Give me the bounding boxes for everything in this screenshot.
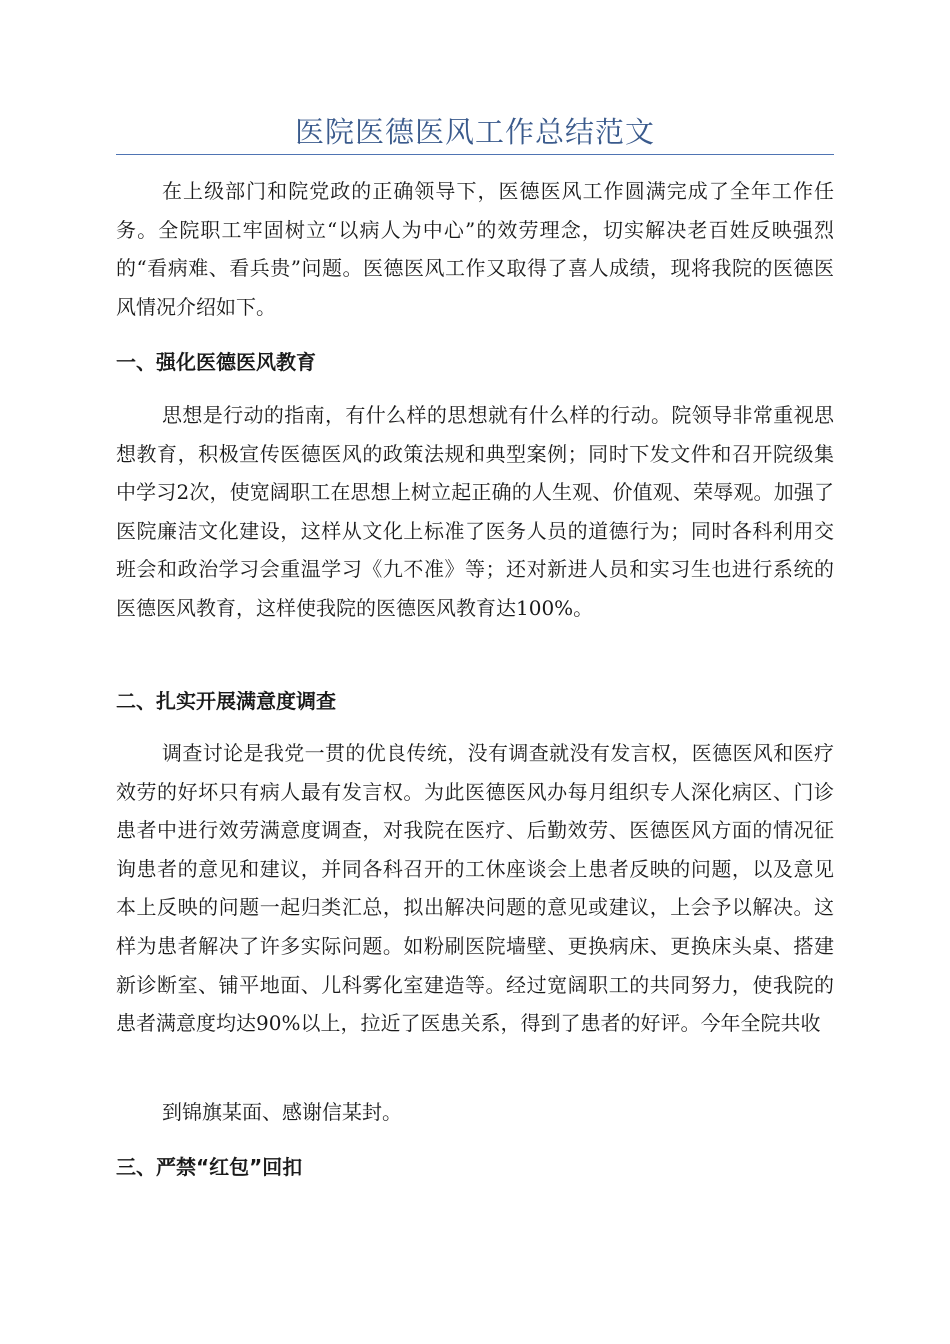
section-heading-3: 三、严禁“红包”回扣 — [116, 1155, 303, 1179]
section-1-paragraph: 思想是行动的指南，有什么样的思想就有什么样的行动。院领导非常重视思想教育，积极宣传医德医风的政策法规和典型案例；同时下发文件和召开院级集中学习2次，使宽阔职工在思想上树立起正确的人生观、价值观、荣辱观。加强了医院廉洁文化建设，这样从文化上标准了医务人员的道德行为；同时各科利用交班会和政治学习会重温学习《九不准》等；还对新进人员和实习生也进行系统的医德医风教育，这样使我院的医德医风教育达100%。 — [116, 403, 834, 620]
intro-paragraph: 在上级部门和院党政的正确领导下，医德医风工作圆满完成了全年工作任务。全院职工牢固树立“以病人为中心”的效劳理念，切实解决老百姓反映强烈的“看病难、看兵贵”问题。医德医风工作又取得了喜人成绩，现将我院的医德医风情况介绍如下。 — [116, 179, 834, 319]
section-2-continuation: 到锦旗某面、感谢信某封。 — [162, 1100, 402, 1124]
title-underline — [116, 154, 834, 155]
document-title: 医院医德医风工作总结范文 — [294, 115, 655, 149]
section-heading-2: 二、扎实开展满意度调查 — [116, 689, 336, 713]
section-heading-1: 一、强化医德医风教育 — [116, 350, 316, 374]
section-2-paragraph: 调查讨论是我党一贯的优良传统，没有调查就没有发言权，医德医风和医疗效劳的好坏只有病人最有发言权。为此医德医风办每月组织专人深化病区、门诊患者中进行效劳满意度调查，对我院在医疗、后勤效劳、医德医风方面的情况征询患者的意见和建议，并同各科召开的工休座谈会上患者反映的问题，以及意见本上反映的问题一起归类汇总，拟出解决问题的意见或建议，上会予以解决。这样为患者解决了许多实际问题。如粉刷医院墙壁、更换病床、更换床头桌、搭建新诊断室、铺平地面、儿科雾化室建造等。经过宽阔职工的共同努力，使我院的患者满意度均达90%以上，拉近了医患关系，得到了患者的好评。今年全院共收 — [116, 741, 834, 1036]
